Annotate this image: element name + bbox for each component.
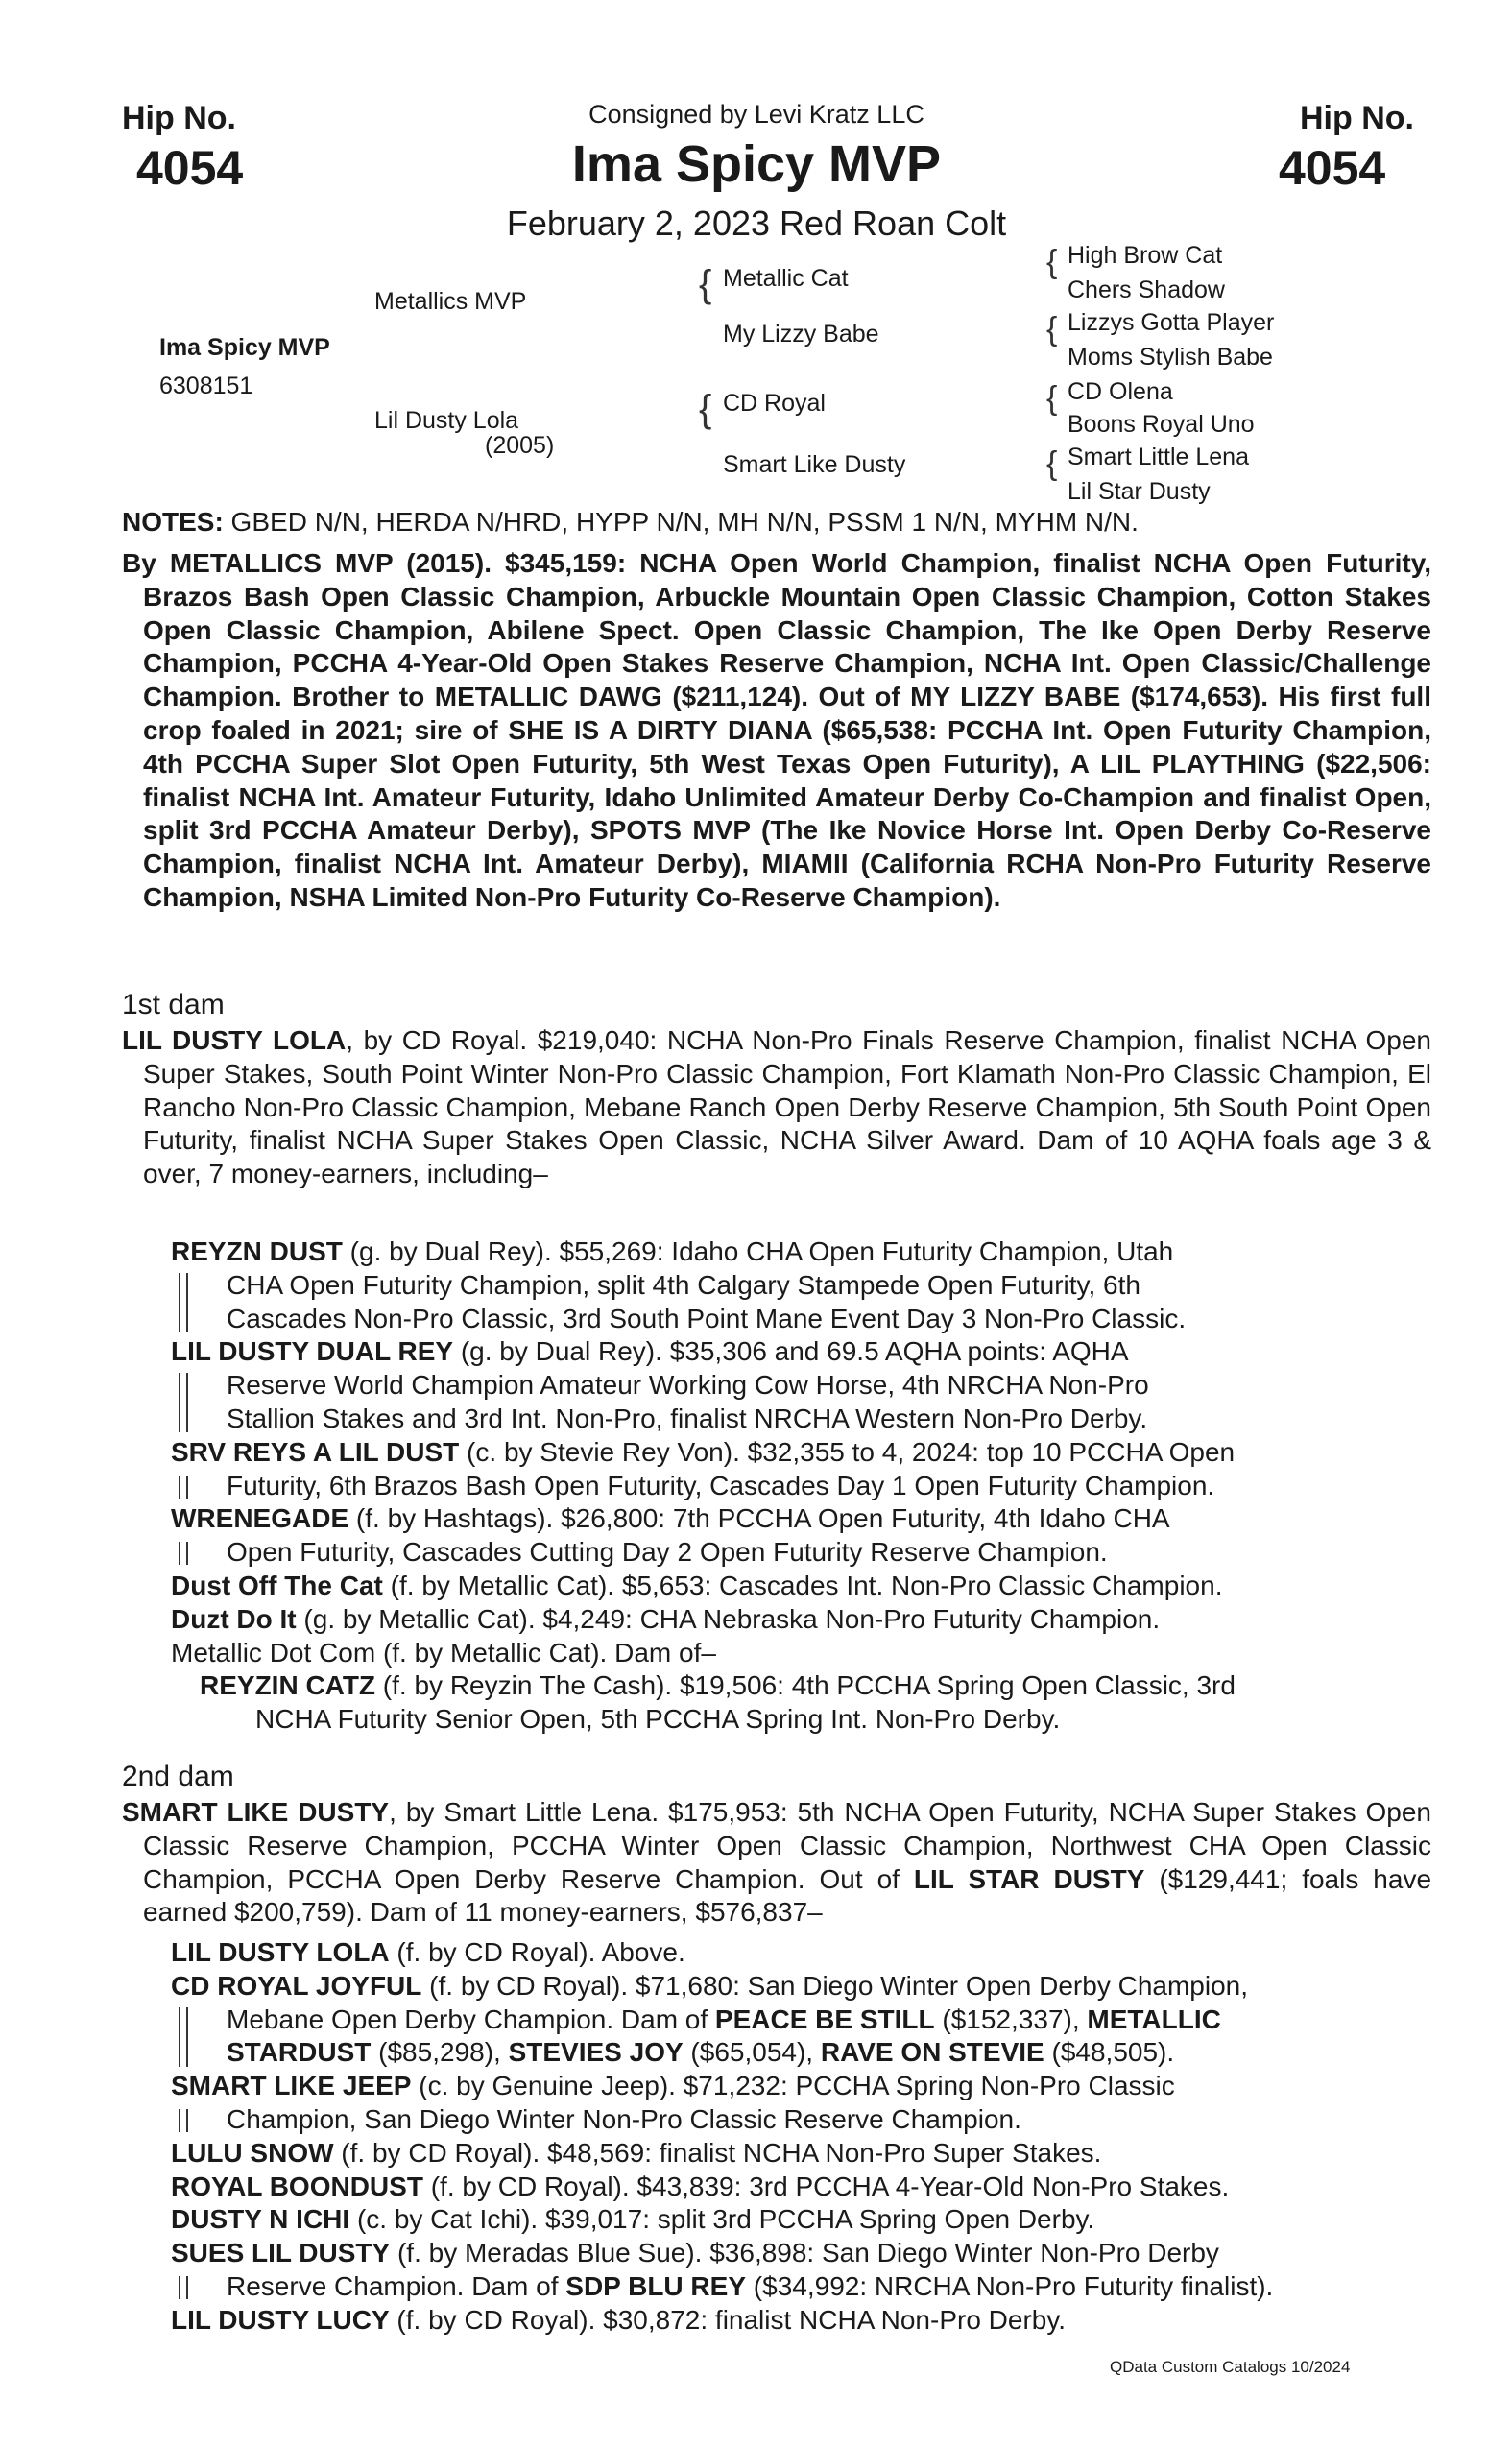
pedigree-g3-8: Lil Star Dusty: [1068, 478, 1211, 505]
offspring-line: [227, 2004, 1409, 2037]
first-dam-offspring-list: [171, 1236, 1409, 1737]
offspring-entry: [171, 1637, 1409, 1670]
indent-bar: [179, 1542, 188, 1565]
offspring-record: (f. by Hashtags). $26,800: 7th PCCHA Open Futurity, 4th Idaho CHA: [348, 1503, 1170, 1534]
offspring-line: [227, 2270, 1409, 2304]
second-dam-paragraph: [122, 1796, 1431, 1930]
offspring-line: Open Futurity, Cascades Cutting Day 2 Open Futurity Reserve Champion.: [227, 1537, 1108, 1568]
indent-bar: [179, 1476, 188, 1499]
offspring-continued: [171, 2103, 1409, 2137]
offspring-continued: [171, 1470, 1409, 1503]
pedigree-g3-4: Moms Stylish Babe: [1068, 344, 1273, 371]
offspring-line: Reserve World Champion Amateur Working Cow Horse, 4th NRCHA Non-Pro: [227, 1370, 1149, 1401]
offspring-line: Stallion Stakes and 3rd Int. Non-Pro, finalist NRCHA Western Non-Pro Derby.: [227, 1403, 1148, 1433]
second-dam-offspring-list: [171, 1936, 1409, 2338]
grand-offspring-line: NCHA Futurity Senior Open, 5th PCCHA Spring Int. Non-Pro Derby.: [255, 1704, 1061, 1735]
pedigree-dam-year: (2005): [485, 432, 555, 459]
offspring-record: (g. by Metallic Cat). $4,249: CHA Nebraska Non-Pro Futurity Champion.: [296, 1603, 1161, 1634]
grand-offspring-entry: [171, 1669, 1409, 1737]
pedigree-horse: Ima Spicy MVP: [159, 334, 330, 361]
offspring-entry: [171, 2237, 1409, 2304]
hip-label-left: Hip No.: [122, 100, 236, 136]
produce-name: RAVE ON STEVIE: [820, 2037, 1044, 2068]
genetic-notes: [122, 507, 1139, 538]
second-dam-text: , by Smart Little Lena. $175,953: 5th NCHA Open Futurity, NCHA Super Stakes Open Classic Reserve Champion, PCCHA Winter Open Classic Champion, Northwest CHA Open Classic Champion, PCCHA Open Derby Reserve Champion. Out of: [143, 1797, 1432, 1894]
grand-offspring-record: (f. by Reyzin The Cash). $19,506: 4th PCCHA Spring Open Classic, 3rd: [375, 1670, 1236, 1701]
offspring-name: LULU SNOW: [171, 2137, 334, 2168]
pedigree-dam-sire: CD Royal: [723, 390, 826, 417]
offspring-entry: [171, 2304, 1409, 2338]
hip-label-right: Hip No.: [1300, 100, 1414, 136]
offspring-record: (f. by Meradas Blue Sue). $36,898: San Diego Winter Non-Pro Derby: [390, 2238, 1219, 2268]
offspring-continued: [171, 1269, 1409, 1336]
sire-paragraph: By METALLICS MVP (2015). $345,159: NCHA Open World Champion, finalist NCHA Open Futurity, Brazos Bash Open Classic Champion, Arbuckle Mountain Open Classic Champion, Cotton Stakes Open Classic Champion, Abilene Spect. Open Classic Champion, The Ike Open Derby Reserve Champion, PCCHA 4-Year-Old Open Stakes Reserve Champion, NCHA Int. Open Classic/Challenge Champion. Brother to METALLIC DAWG ($211,124). Out of MY LIZZY BABE ($174,653). His first full crop foaled in 2021; sire of SHE IS A DIRTY DIANA ($65,538: PCCHA Int. Open Futurity Champion, 4th PCCHA Super Slot Open Futurity, 5th West Texas Open Futurity), A LIL PLAYTHING ($22,506: finalist NCHA Int. Amateur Futurity, Idaho Unlimited Amateur Derby Co-Champion and finalist Open, split 3rd PCCHA Amateur Derby), SPOTS MVP (The Ike Novice Horse Int. Open Derby Co-Reserve Champion, finalist NCHA Int. Amateur Derby), MIAMII (California RCHA Non-Pro Futurity Reserve Champion, NSHA Limited Non-Pro Futurity Co-Reserve Champion).: [122, 548, 1431, 912]
offspring-record: (f. by CD Royal). $71,680: San Diego Winter Open Derby Champion,: [421, 1970, 1249, 2001]
second-dam-text: ($129,441; foals have earned $200,759). Dam of 11 money-earners, $576,837–: [143, 1863, 1432, 1928]
offspring-continued: [171, 1536, 1409, 1570]
offspring-name: LIL DUSTY LUCY: [171, 2304, 390, 2335]
offspring-record: (f. by Metallic Cat). $5,653: Cascades Int. Non-Pro Classic Champion.: [382, 1570, 1223, 1600]
offspring-name: SUES LIL DUSTY: [171, 2238, 391, 2268]
offspring-continued: [171, 1369, 1409, 1436]
produce-name: PEACE BE STILL: [714, 2004, 935, 2034]
offspring-text: ($85,298),: [371, 2037, 509, 2068]
indent-bar: [179, 2007, 188, 2067]
brace: {: [1046, 380, 1058, 417]
pedigree-g3-1: High Brow Cat: [1068, 242, 1223, 269]
pedigree-g3-5: CD Olena: [1068, 378, 1173, 405]
offspring-name: ROYAL BOONDUST: [171, 2171, 423, 2201]
registration-number: 6308151: [159, 372, 253, 399]
second-dam-name: SMART LIKE DUSTY: [122, 1797, 390, 1827]
offspring-line: [227, 2036, 1409, 2070]
first-dam-name: LIL DUSTY LOLA: [122, 1025, 347, 1055]
offspring-entry: [171, 1570, 1409, 1603]
offspring-record: (g. by Dual Rey). $35,306 and 69.5 AQHA points: AQHA: [453, 1336, 1129, 1367]
pedigree-sire-dam: My Lizzy Babe: [723, 321, 879, 348]
offspring-record: (f. by CD Royal). $30,872: finalist NCHA Non-Pro Derby.: [389, 2304, 1067, 2335]
offspring-record: (c. by Genuine Jeep). $71,232: PCCHA Spring Non-Pro Classic: [411, 2071, 1175, 2101]
offspring-name: WRENEGADE: [171, 1503, 349, 1534]
offspring-line: CHA Open Futurity Champion, split 4th Calgary Stampede Open Futurity, 6th: [227, 1269, 1140, 1300]
first-dam-paragraph: [122, 1024, 1431, 1191]
foaling-info: February 2, 2023 Red Roan Colt: [506, 204, 1007, 243]
brace: {: [1046, 244, 1058, 280]
pedigree-sire-sire: Metallic Cat: [723, 265, 849, 292]
offspring-record: (c. by Cat Ichi). $39,017: split 3rd PCCHA Spring Open Derby.: [349, 2204, 1095, 2235]
produce-name: STARDUST: [227, 2037, 372, 2068]
pedigree-dam-dam: Smart Like Dusty: [723, 451, 906, 478]
offspring-record: (f. by CD Royal). $43,839: 3rd PCCHA 4-Year-Old Non-Pro Stakes.: [422, 2171, 1230, 2201]
offspring-entry: [171, 1236, 1409, 1335]
indent-bar: [179, 2109, 188, 2132]
offspring-text: ($34,992: NRCHA Non-Pro Futurity finalist).: [746, 2270, 1274, 2301]
offspring-text: Mebane Open Derby Champion. Dam of: [227, 2004, 715, 2034]
offspring-text: ($48,505).: [1044, 2037, 1175, 2068]
offspring-record: (g. by Dual Rey). $55,269: Idaho CHA Open Futurity Champion, Utah: [342, 1236, 1174, 1266]
second-dam-dam-name: LIL STAR DUSTY: [913, 1863, 1145, 1894]
offspring-record: (f. by CD Royal). $48,569: finalist NCHA Non-Pro Super Stakes.: [333, 2137, 1102, 2168]
produce-name: STEVIES JOY: [508, 2037, 684, 2068]
horse-name: Ima Spicy MVP: [571, 135, 942, 193]
brace: {: [699, 388, 712, 430]
brace: {: [699, 263, 712, 305]
offspring-entry: [171, 2137, 1409, 2171]
offspring-entry: [171, 1603, 1409, 1637]
offspring-entry: [171, 1502, 1409, 1570]
offspring-entry: [171, 2203, 1409, 2237]
indent-bar: [179, 1273, 188, 1332]
offspring-entry: [171, 1436, 1409, 1503]
pedigree-g3-3: Lizzys Gotta Player: [1068, 309, 1275, 336]
offspring-entry: [171, 1970, 1409, 2070]
offspring-entry: [171, 1936, 1409, 1970]
offspring-name: LIL DUSTY DUAL REY: [171, 1336, 454, 1367]
offspring-text: ($65,054),: [683, 2037, 821, 2068]
offspring-name: LIL DUSTY LOLA: [171, 1937, 390, 1967]
offspring-entry: [171, 2171, 1409, 2204]
offspring-name: SMART LIKE JEEP: [171, 2071, 412, 2101]
produce-name: METALLIC: [1087, 2004, 1221, 2034]
consignor: Consigned by Levi Kratz LLC: [588, 100, 924, 129]
first-dam-heading: 1st dam: [122, 989, 225, 1020]
notes-text: GBED N/N, HERDA N/HRD, HYPP N/N, MH N/N, PSSM 1 N/N, MYHM N/N.: [223, 507, 1139, 537]
offspring-entry: [171, 2070, 1409, 2137]
produce-name: SDP BLU REY: [565, 2270, 747, 2301]
offspring-record: Metallic Dot Com (f. by Metallic Cat). Dam of–: [171, 1637, 716, 1668]
offspring-name: REYZN DUST: [171, 1236, 343, 1266]
offspring-continued: [171, 2270, 1409, 2304]
offspring-name: DUSTY N ICHI: [171, 2204, 350, 2235]
offspring-record: (f. by CD Royal). Above.: [389, 1937, 685, 1967]
offspring-name: Duzt Do It: [171, 1603, 297, 1634]
catalog-footer: QData Custom Catalogs 10/2024: [1110, 2358, 1351, 2376]
pedigree-sire: Metallics MVP: [374, 288, 527, 315]
hip-number-left: 4054: [136, 141, 244, 195]
offspring-record: (c. by Stevie Rey Von). $32,355 to 4, 2024: top 10 PCCHA Open: [459, 1436, 1236, 1467]
grand-offspring-name: REYZIN CATZ: [200, 1670, 376, 1701]
offspring-text: Reserve Champion. Dam of: [227, 2270, 566, 2301]
offspring-entry: [171, 1335, 1409, 1435]
offspring-continued: [171, 2004, 1409, 2071]
pedigree-dam: Lil Dusty Lola: [374, 407, 519, 434]
offspring-text: ($152,337),: [934, 2004, 1088, 2034]
second-dam-heading: 2nd dam: [122, 1761, 234, 1792]
hip-number-right: 4054: [1279, 141, 1386, 195]
pedigree-g3-6: Boons Royal Uno: [1068, 411, 1255, 438]
offspring-name: CD ROYAL JOYFUL: [171, 1970, 422, 2001]
indent-bar: [179, 2276, 188, 2299]
indent-bar: [179, 1373, 188, 1432]
pedigree-g3-2: Chers Shadow: [1068, 276, 1225, 303]
offspring-line: Champion, San Diego Winter Non-Pro Classic Reserve Champion.: [227, 2103, 1021, 2134]
brace: {: [1046, 445, 1058, 482]
notes-label: NOTES:: [122, 507, 224, 537]
offspring-name: SRV REYS A LIL DUST: [171, 1436, 460, 1467]
pedigree-g3-7: Smart Little Lena: [1068, 444, 1249, 470]
offspring-name: Dust Off The Cat: [171, 1570, 383, 1600]
brace: {: [1046, 311, 1058, 348]
first-dam-text: , by CD Royal. $219,040: NCHA Non-Pro Finals Reserve Champion, finalist NCHA Open Super Stakes, South Point Winter Non-Pro Classic Champion, Fort Klamath Non-Pro Classic Champion, El Rancho Non-Pro Classic Champion, Mebane Ranch Open Derby Reserve Champion, 5th South Point Open Futurity, finalist NCHA Super Stakes Open Classic, NCHA Silver Award. Dam of 10 AQHA foals age 3 & over, 7 money-earners, including–: [143, 1025, 1432, 1189]
offspring-line: Cascades Non-Pro Classic, 3rd South Point Mane Event Day 3 Non-Pro Classic.: [227, 1303, 1187, 1333]
offspring-line: Futurity, 6th Brazos Bash Open Futurity, Cascades Day 1 Open Futurity Champion.: [227, 1470, 1215, 1500]
